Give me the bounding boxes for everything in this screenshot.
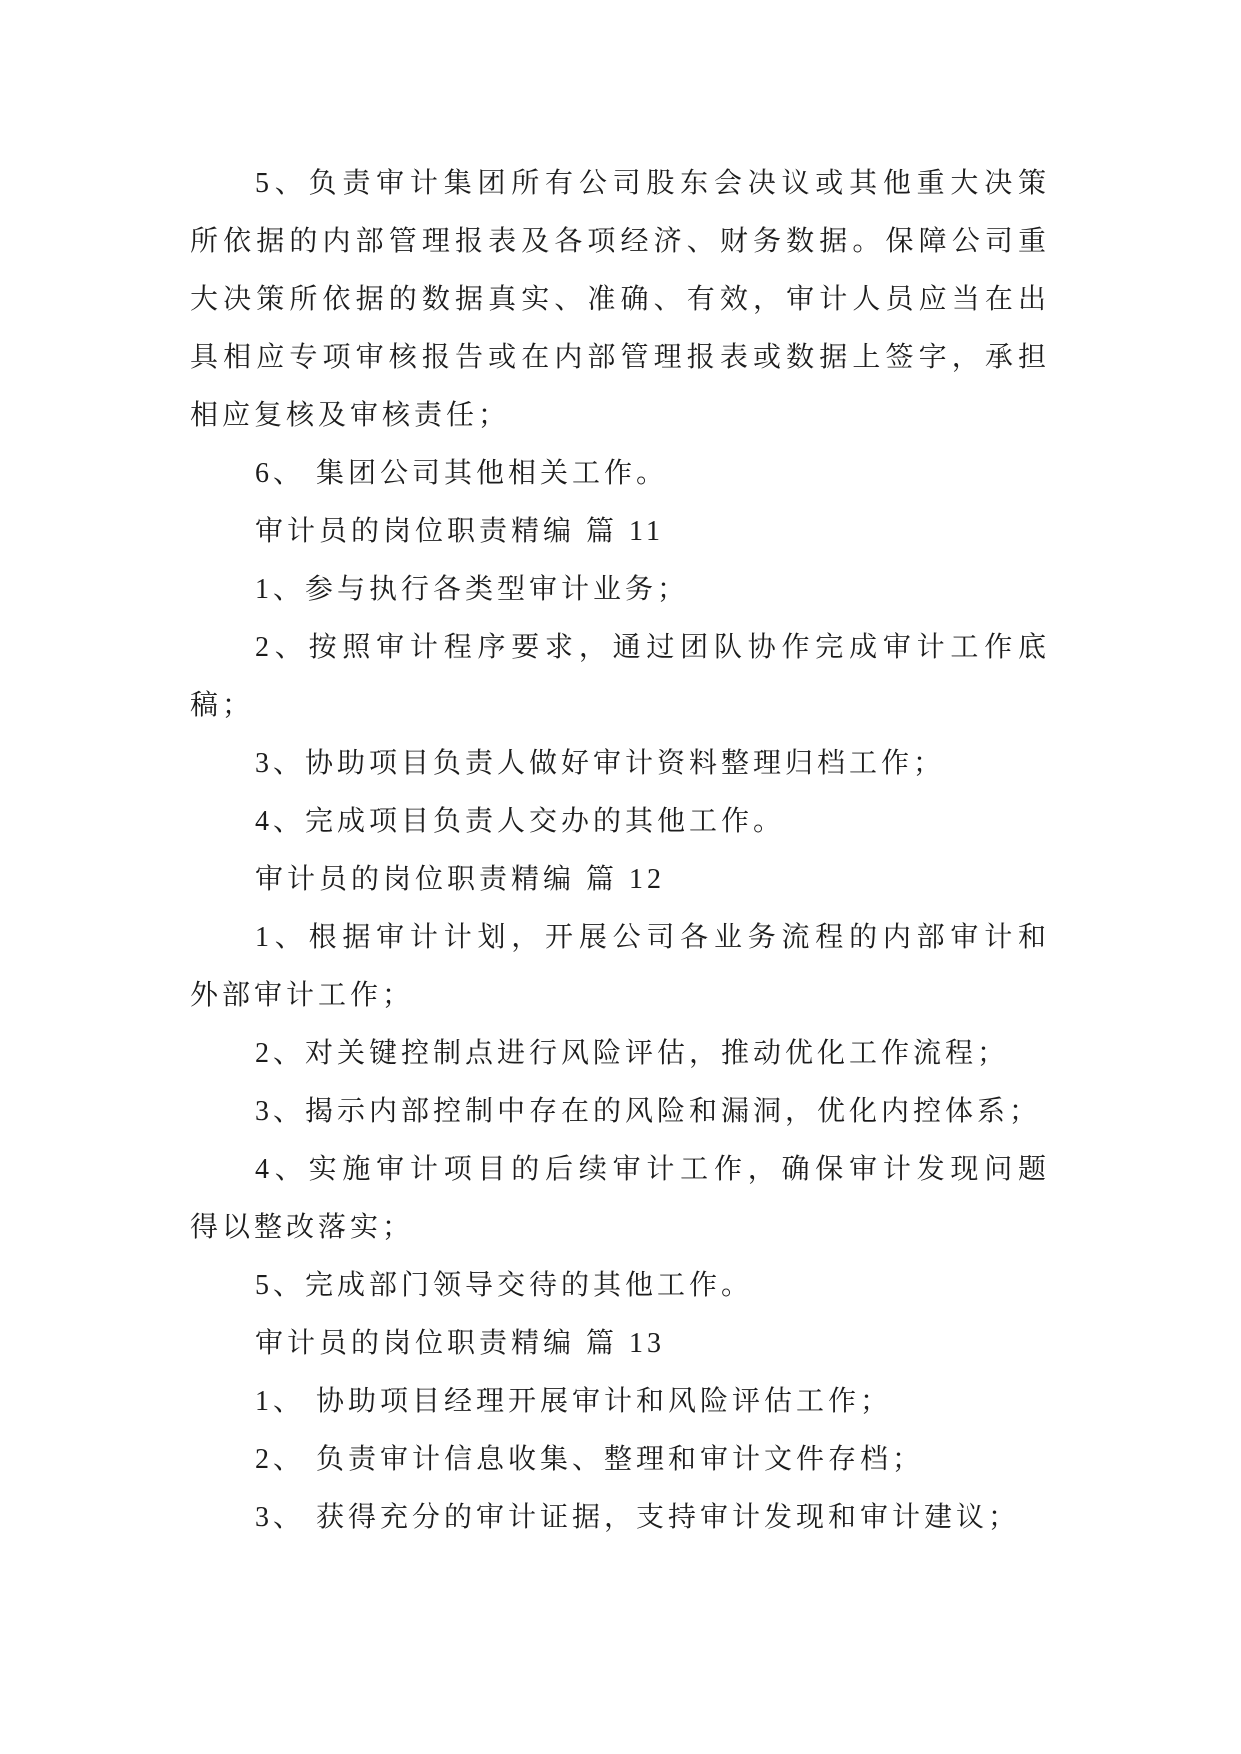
paragraph: [190, 1431, 1050, 1489]
paragraph: [190, 1489, 1050, 1547]
text-line: 3、揭示内部控制中存在的风险和漏洞，优化内控体系；: [255, 1096, 1042, 1127]
text-line: 外部审计工作；: [190, 980, 415, 1011]
paragraph: [190, 1141, 1050, 1257]
text-line: 3、协助项目负责人做好审计资料整理归档工作；: [255, 748, 946, 779]
paragraph: [190, 909, 1050, 1025]
paragraph: [190, 1083, 1050, 1141]
text-line: 稿；: [190, 690, 255, 721]
paragraph: [190, 619, 1050, 735]
text-line: 1、根据审计计划，开展公司各业务流程的内部审计和: [255, 922, 1050, 953]
text-line: 2、对关键控制点进行风险评估，推动优化工作流程；: [255, 1038, 1010, 1069]
text-line: 大决策所依据的数据真实、准确、有效，审计人员应当在出: [190, 284, 1050, 315]
heading-text: 审计员的岗位职责精编 篇 12: [255, 864, 666, 895]
text-line: 3、 获得充分的审计证据，支持审计发现和审计建议；: [255, 1502, 1021, 1533]
document-body: [190, 155, 1050, 1547]
section-heading: [190, 851, 1050, 909]
text-line: 2、 负责审计信息收集、整理和审计文件存档；: [255, 1444, 925, 1475]
section-heading: [190, 503, 1050, 561]
text-line: 所依据的内部管理报表及各项经济、财务数据。保障公司重: [190, 226, 1050, 257]
text-line: 5、完成部门领导交待的其他工作。: [255, 1270, 754, 1301]
paragraph: [190, 793, 1050, 851]
paragraph: [190, 561, 1050, 619]
text-line: 5、负责审计集团所有公司股东会决议或其他重大决策: [255, 168, 1050, 199]
text-line: 得以整改落实；: [190, 1212, 415, 1243]
paragraph: [190, 1257, 1050, 1315]
paragraph: [190, 1025, 1050, 1083]
paragraph: [190, 1373, 1050, 1431]
paragraph: [190, 735, 1050, 793]
text-line: 4、实施审计项目的后续审计工作，确保审计发现问题: [255, 1154, 1050, 1185]
text-line: 4、完成项目负责人交办的其他工作。: [255, 806, 786, 837]
text-line: 具相应专项审核报告或在内部管理报表或数据上签字，承担: [190, 342, 1050, 373]
heading-text: 审计员的岗位职责精编 篇 11: [255, 516, 664, 547]
heading-text: 审计员的岗位职责精编 篇 13: [255, 1328, 666, 1359]
paragraph: [190, 155, 1050, 445]
text-line: 2、按照审计程序要求，通过团队协作完成审计工作底: [255, 632, 1050, 663]
text-line: 1、参与执行各类型审计业务；: [255, 574, 690, 605]
paragraph: [190, 445, 1050, 503]
text-line: 相应复核及审核责任；: [190, 400, 511, 431]
text-line: 1、 协助项目经理开展审计和风险评估工作；: [255, 1386, 893, 1417]
section-heading: [190, 1315, 1050, 1373]
text-line: 6、 集团公司其他相关工作。: [255, 458, 669, 489]
